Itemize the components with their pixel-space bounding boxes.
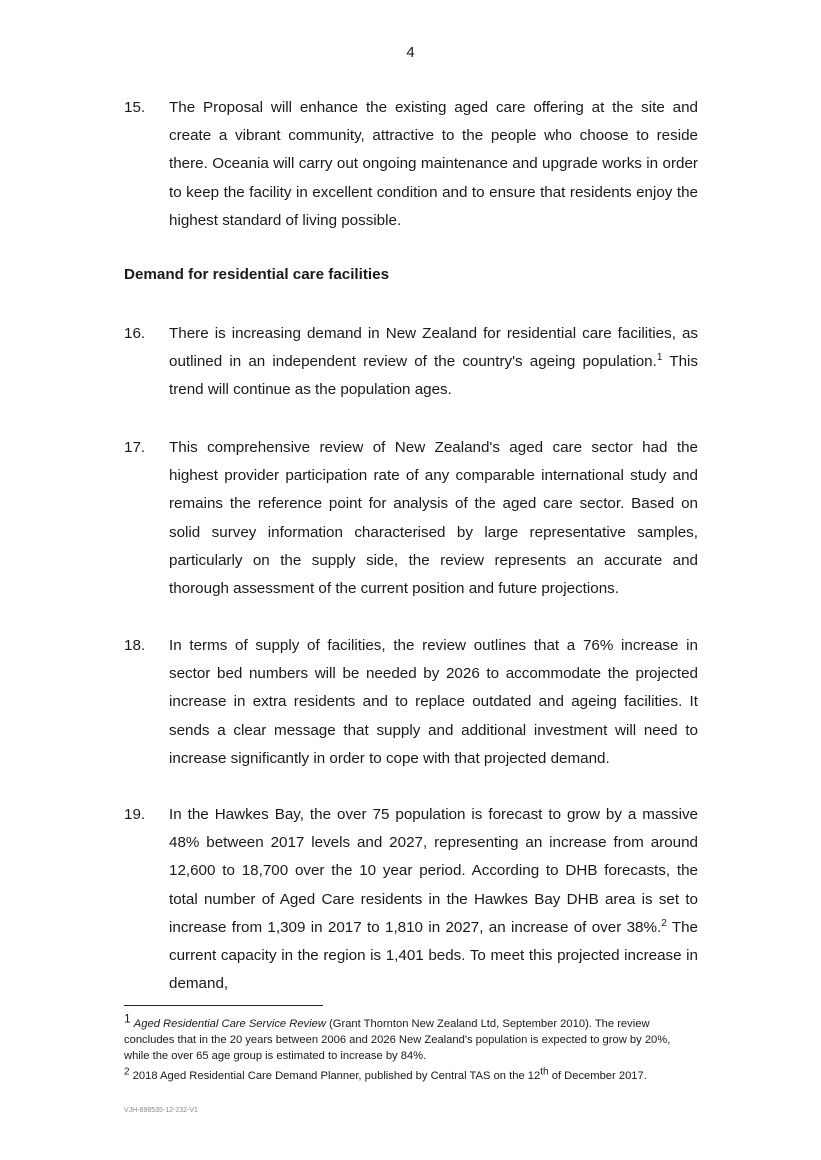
paragraph-number: 16. [124,325,146,342]
document-reference: VJH-898535-12-232-V1 [124,1107,198,1114]
footnote-ref-2: 2 [661,917,667,929]
paragraph-number: 18. [124,637,146,654]
paragraph-15 [124,94,698,235]
footnote-separator [124,1005,323,1006]
paragraph-text: The Proposal will enhance the existing aged care offering at the site and create a vibrant community, attractive to the people who choose to reside there. Oceania will carry out ongoing maintenance and upgrade works in order to keep the facility in excellent condition and to ensure that residents enjoy the highest standard of living possible. [169,99,698,229]
paragraph-16 [124,320,698,405]
paragraph-17 [124,434,698,603]
paragraph-19 [124,801,698,998]
paragraph-text: There is increasing demand in New Zealand for residential care facilities, as outlined in an independent review of the country's ageing population.$^1$ This trend will continue as the population ages. [169,325,698,399]
paragraph-number: 19. [124,806,146,823]
footnote-ref-1: 1 [656,352,663,364]
footnote-2: $^2$ 2018 Aged Residential Care Demand Planner, published by Central TAS on the 12th of December 2017. [124,1066,647,1082]
footnote-1: 1 Aged Residential Care Service Review (Grant Thornton New Zealand Ltd, September 2010). The review concludes that in the 20 years between 2006 and 2026 New Zealand's population is expected to grow by 20%, while the over 65 age group is estimated to increase by 84%. [124,1011,671,1063]
paragraph-18 [124,632,698,773]
section-heading: Demand for residential care facilities [124,266,390,283]
paragraph-text: In the Hawkes Bay, the over 75 population is forecast to grow by a massive 48% between 2017 levels and 2027, representing an increase from around 12,600 to 18,700 over the 10 year period. According to DHB forecasts, the total number of Aged Care residents in the Hawkes Bay DHB area is set to increase from 1,309 in 2017 to 1,810 in 2027, an increase of over 38%.$^2$ The current capacity in the region is 1,401 beds. To meet this projected increase in demand, [169,806,698,993]
paragraph-text: This comprehensive review of New Zealand's aged care sector had the highest provider participation rate of any comparable international study and remains the reference point for analysis of the aged care sector. Based on solid survey information characterised by large representative samples, particularly on the supply side, the review represents an accurate and thorough assessment of the current position and future projections. [169,439,698,598]
paragraph-number: 17. [124,439,146,456]
paragraph-number: 15. [124,99,146,116]
paragraph-text: In terms of supply of facilities, the review outlines that a 76% increase in sector bed numbers will be needed by 2026 to accommodate the projected increase in extra residents and to replace outdated and ageing facilities. It sends a clear message that supply and additional investment will need to increase significantly in order to cope with that projected demand. [169,637,698,767]
page-number: 4 [406,44,415,61]
